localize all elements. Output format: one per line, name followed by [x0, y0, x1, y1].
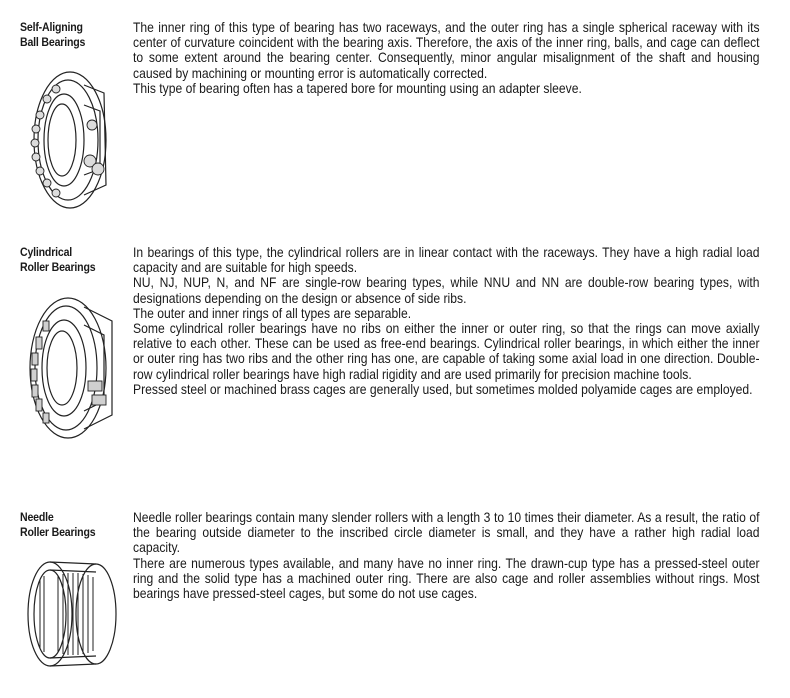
- paragraph: Needle roller bearings contain many slender rollers with a length 3 to 10 times their diameter. As a result, the ratio of the bearing outside diameter to the inscribed circle diameter is small, and they have a rather high radial load capacity.: [133, 510, 760, 556]
- paragraph: The outer and inner rings of all types are separable.: [133, 305, 412, 321]
- section-body: [133, 510, 760, 601]
- section-title: Self-Aligning Ball Bearings: [20, 20, 86, 49]
- paragraph: Pressed steel or machined brass cages are generally used, but sometimes molded polyamide cages are employed.: [133, 381, 753, 397]
- paragraph: The inner ring of this type of bearing has two raceways, and the outer ring has a single spherical raceway with its center of curvature coincident with the bearing axis. Therefore, the axis of the inner ring, balls, and cage can deflect to some extent around the bearing center. Consequently, minor angular misalignment of the shaft and housing caused by machining or mounting error is automatically corrected.: [133, 20, 760, 81]
- section-title: Needle Roller Bearings: [20, 510, 96, 539]
- section-body: [133, 20, 760, 96]
- paragraph: Some cylindrical roller bearings have no ribs on either the inner or outer ring, so that the rings can move axially relative to each other. These can be used as free-end bearings. Cylindrical roller bearings, in which either the inner or outer ring has two ribs and the other ring has one, are capable of taking some axial load in one direction. Double-row cylindrical roller bearings have high radial rigidity and are used primarily for precision machine tools.: [133, 321, 760, 382]
- paragraph: NU, NJ, NUP, N, and NF are single-row bearing types, while NNU and NN are double-row bearing types, with designations depending on the design or absence of side ribs.: [133, 275, 760, 306]
- paragraph: In bearings of this type, the cylindrical rollers are in linear contact with the raceways. They have a high radial load capacity and are suitable for high speeds.: [133, 245, 760, 276]
- paragraph: There are numerous types available, and many have no inner ring. The drawn-cup type has a pressed-steel outer ring and the solid type has a machined outer ring. There are also cage and roller assemblies without rings. Most bearings have pressed-steel cages, but some do not use cages.: [133, 555, 760, 602]
- section-body: [133, 245, 760, 397]
- cylindrical-roller-bearing-illustration: [22, 293, 118, 443]
- self-aligning-ball-bearing-illustration: [24, 65, 110, 215]
- section-title: Cylindrical Roller Bearings: [20, 245, 96, 274]
- needle-roller-bearing-illustration: [22, 558, 120, 670]
- paragraph: This type of bearing often has a tapered bore for mounting using an adapter sleeve.: [133, 80, 582, 96]
